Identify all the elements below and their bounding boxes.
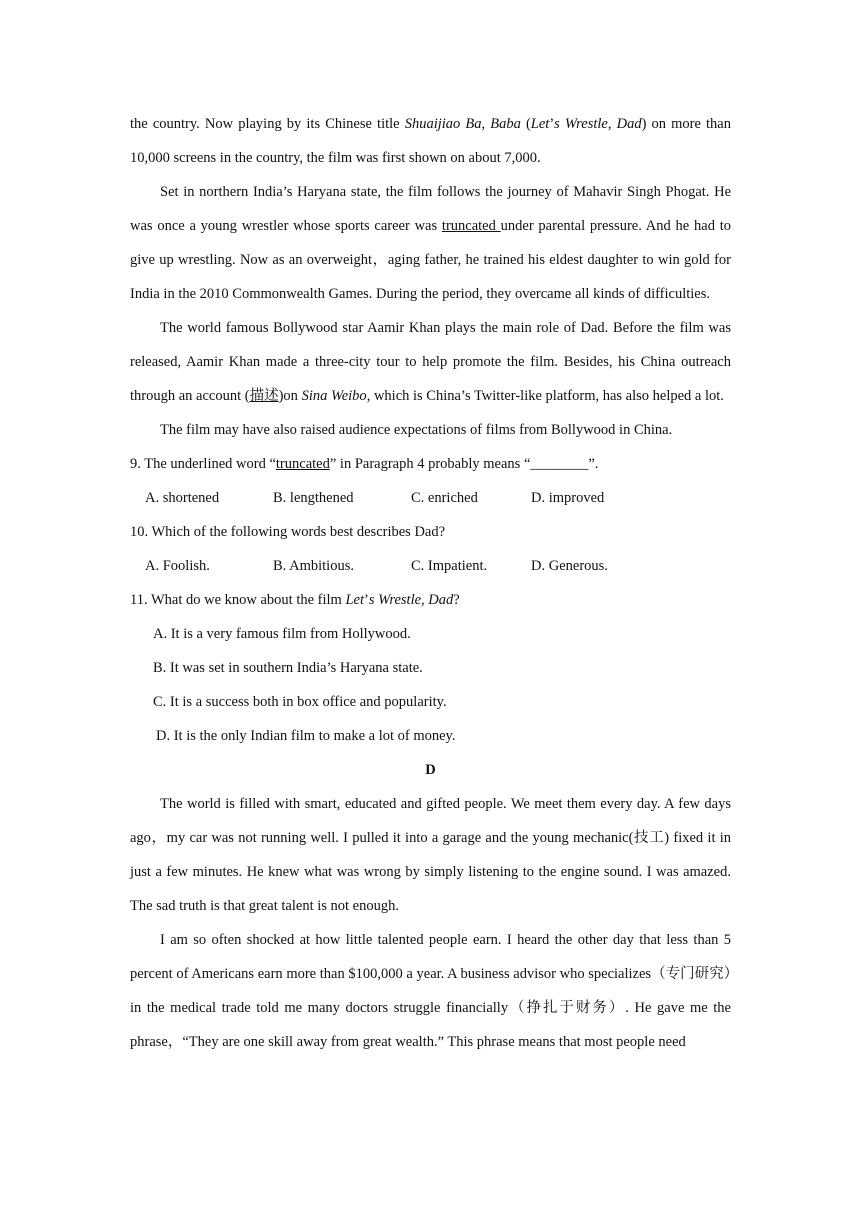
question-10-options xyxy=(130,549,731,583)
question-11 xyxy=(130,583,731,617)
question-9-options xyxy=(130,481,731,515)
film-title-chinese: Shuaijiao Ba, Baba xyxy=(404,116,521,132)
paragraph-story xyxy=(130,175,731,311)
option-d: D. improved xyxy=(531,490,605,506)
paragraph-star xyxy=(130,311,731,413)
question-11-option-c: C. It is a success both in box office and popularity. xyxy=(153,694,447,710)
text: , which is China’s Twitter-like platform, has also helped a lot. xyxy=(366,388,724,404)
option-a: A. Foolish. xyxy=(145,558,210,574)
text: Set in northern India’s Haryana state, the film follows the journey of Mahavir Singh Phogat. He was once a young wrestler whose sports career was xyxy=(130,184,731,234)
option-b: B. lengthened xyxy=(273,490,354,506)
option-a: A. shortened xyxy=(145,490,220,506)
paragraph-d2: I am so often shocked at how little talented people earn. I heard the other day that less than 5 percent of Americans earn more than $100,000 a year. A business advisor who specializes（专门研究）in the medical trade told me many doctors struggle financially（挣扎于财务）. He gave me the phrase，“They are one skill away from great wealth.” This phrase means that most people need xyxy=(130,932,731,1050)
question-9 xyxy=(130,447,731,481)
paragraph-d1: The world is filled with smart, educated and gifted people. We meet them every day. A few days ago，my car was not running well. I pulled it into a garage and the young mechanic(技工) fixed it in just a few minutes. He knew what was wrong by simply listening to the engine sound. I was amazed. The sad truth is that great talent is not enough. xyxy=(130,796,731,914)
text: ( xyxy=(520,116,531,132)
document-page xyxy=(130,107,731,1059)
text: 11. What do we know about the film xyxy=(130,592,346,608)
underlined-word: 描述 xyxy=(249,388,279,404)
text: under parental pressure. And he had to give up wrestling. Now as an overweight，aging father, he trained his eldest daughter to win gold for India in the 2010 Commonwealth Games. During the period, they overcame all kinds of difficulties. xyxy=(130,218,731,302)
underlined-word: truncated xyxy=(441,218,501,234)
question-11-option-d: D. It is the only Indian film to make a lot of money. xyxy=(156,728,456,744)
text: 9. The underlined word “ xyxy=(130,456,276,472)
underlined-word: truncated xyxy=(275,456,330,472)
text: the country. Now playing by its Chinese title xyxy=(130,116,405,132)
text: ? xyxy=(453,592,460,608)
question-10: 10. Which of the following words best describes Dad? xyxy=(130,524,446,540)
option-c: C. enriched xyxy=(411,490,478,506)
text: The world famous Bollywood star Aamir Khan plays the main role of Dad. Before the film was released, Aamir Khan made a three-city tour to help promote the film. Besides, his China outreach through an account ( xyxy=(130,320,731,404)
film-title-english: s Wrestle, Dad xyxy=(554,116,642,132)
film-title: Let xyxy=(345,592,364,608)
platform-name: Sina Weibo xyxy=(301,388,367,404)
text: ” in Paragraph 4 probably means “________”. xyxy=(329,456,599,472)
question-11-option-b: B. It was set in southern India’s Haryana state. xyxy=(153,660,423,676)
text: ’ xyxy=(363,592,369,608)
question-11-option-a: A. It is a very famous film from Hollywood. xyxy=(153,626,411,642)
option-c: C. Impatient. xyxy=(411,558,488,574)
text: )on xyxy=(278,388,302,404)
film-title-english: Let xyxy=(530,116,550,132)
film-title: s Wrestle, Dad xyxy=(368,592,454,608)
section-heading: D xyxy=(425,762,436,778)
text: ) on more than 10,000 screens in the country, the film was first shown on about 7,000. xyxy=(130,116,731,166)
paragraph-end: The film may have also raised audience expectations of films from Bollywood in China. xyxy=(160,422,673,438)
option-d: D. Generous. xyxy=(531,558,608,574)
paragraph-intro xyxy=(130,107,731,175)
option-b: B. Ambitious. xyxy=(273,558,354,574)
text: ’ xyxy=(549,116,555,132)
